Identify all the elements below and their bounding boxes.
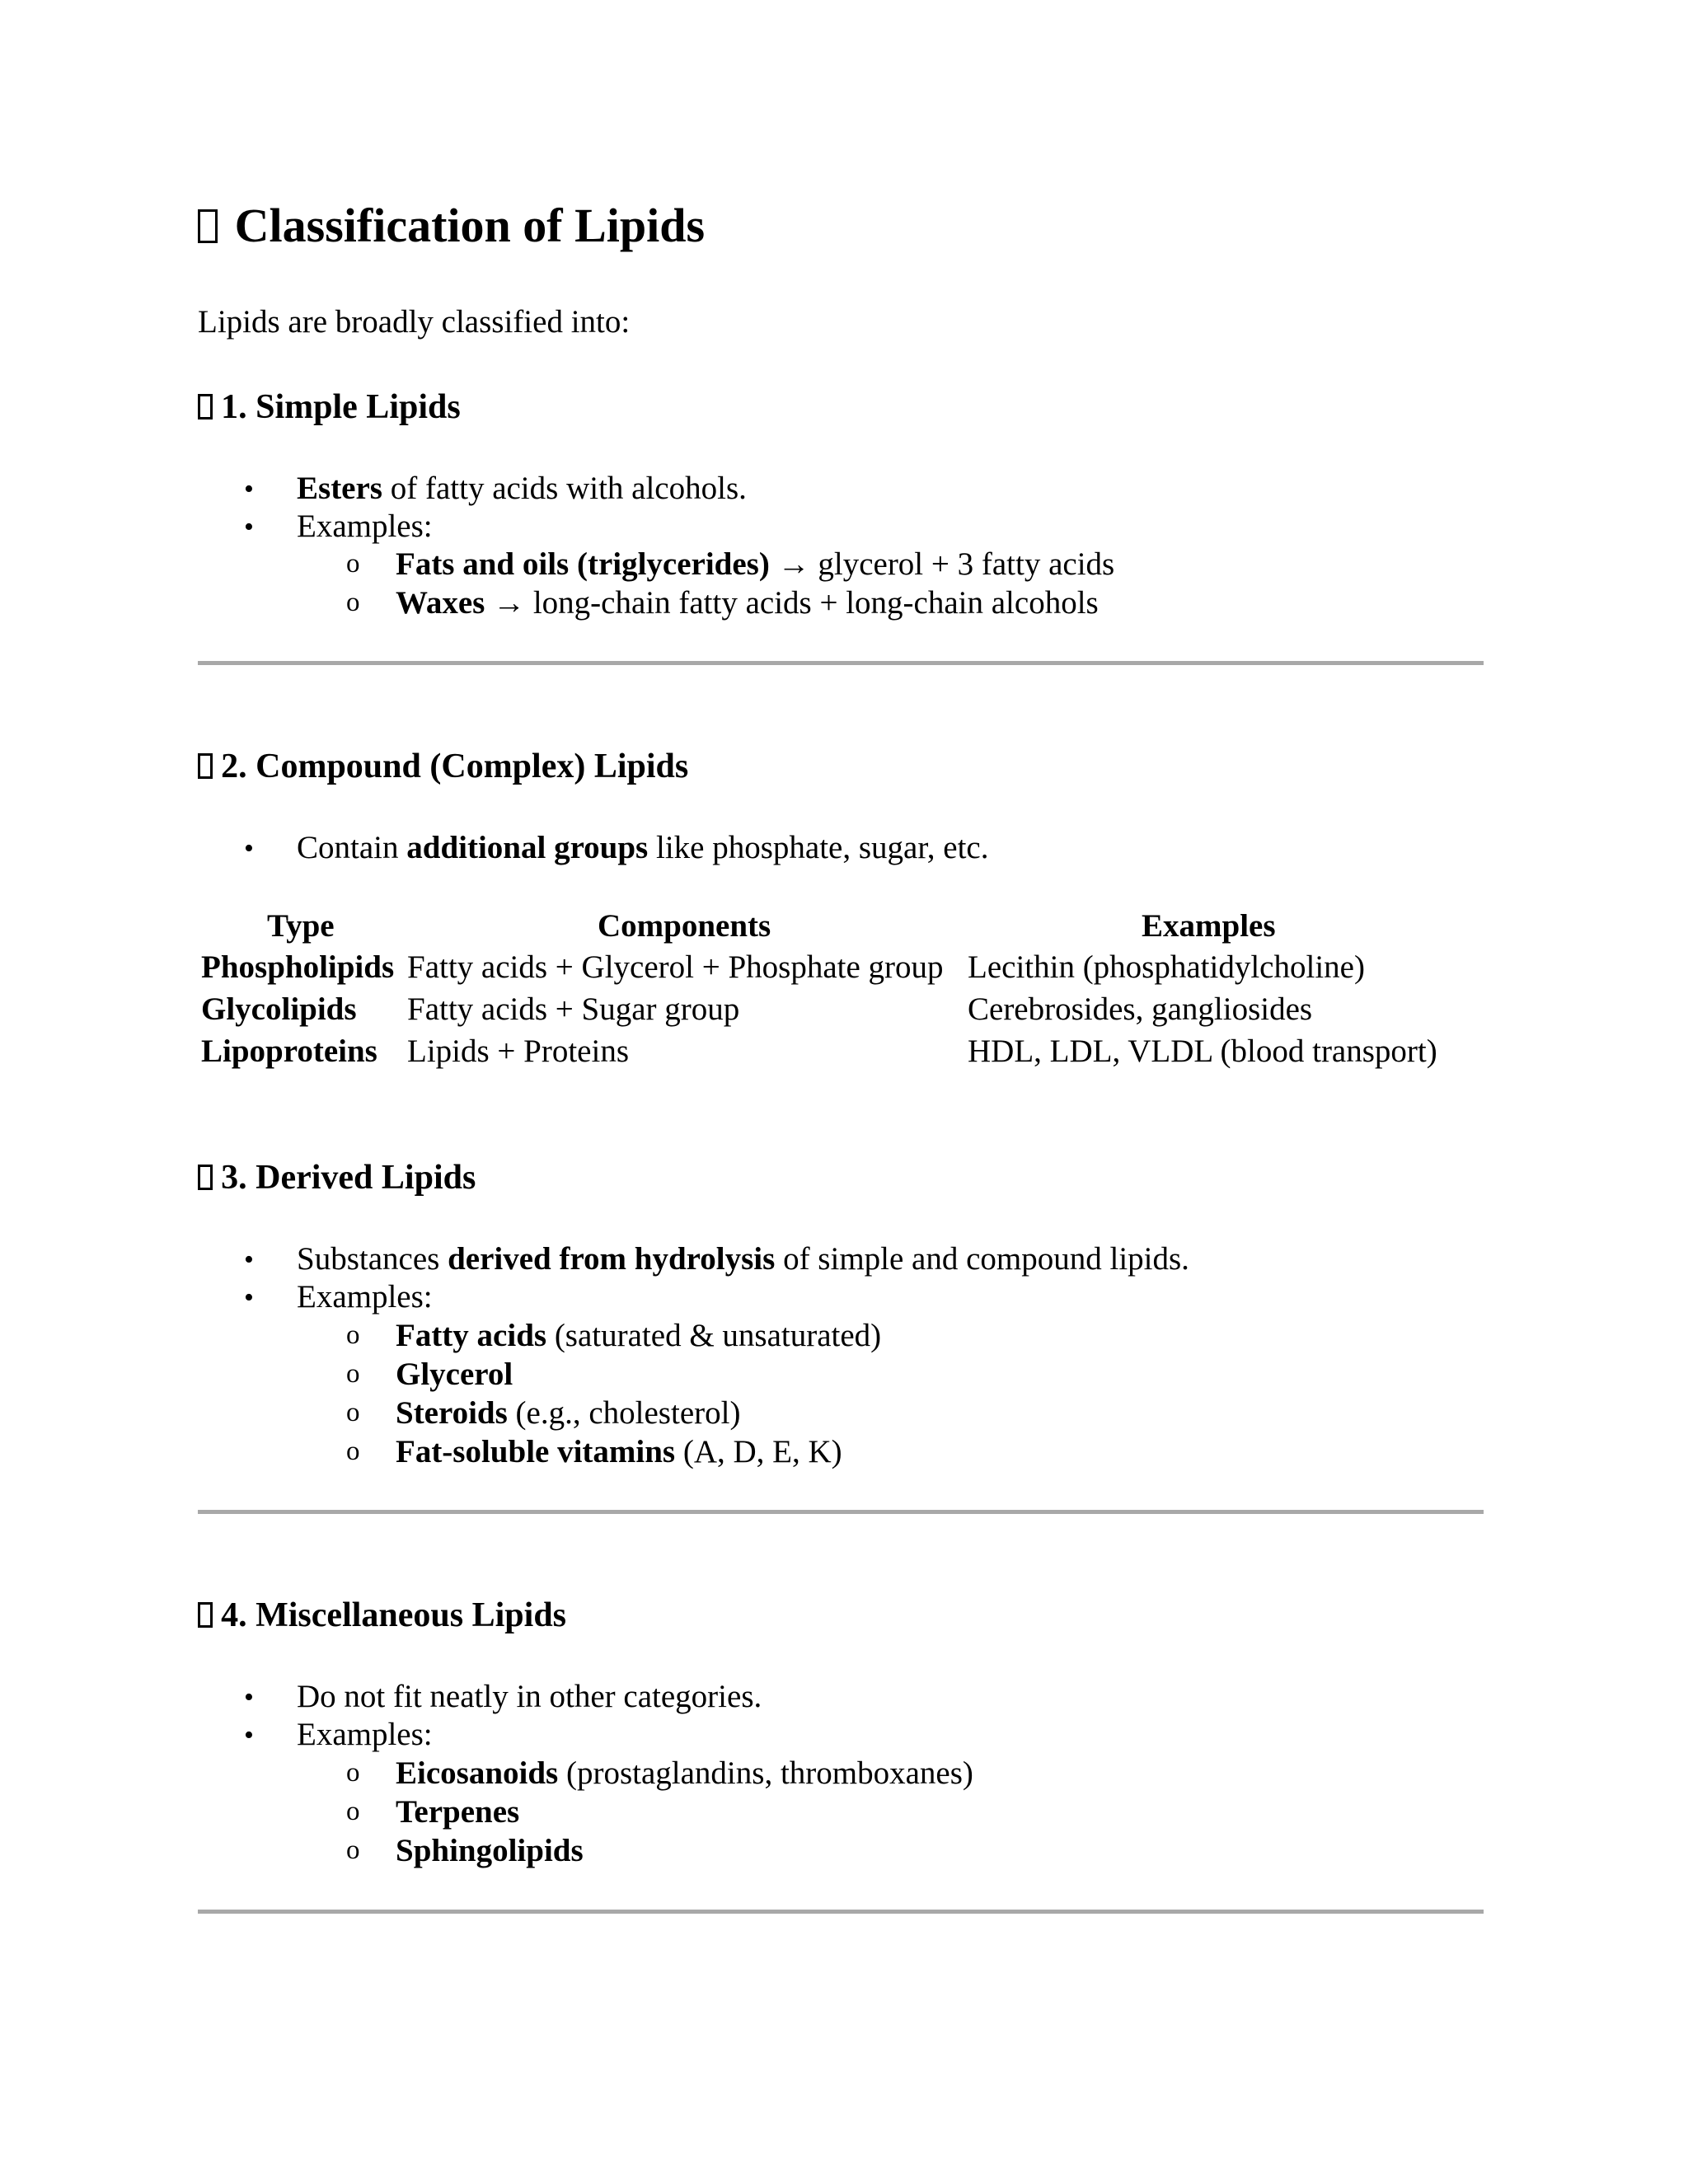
table-cell: Glycolipids <box>201 991 357 1027</box>
list-item: Substances derived from hydrolysis of simple and compound lipids. <box>297 1241 1189 1277</box>
missing-glyph-icon <box>198 1602 213 1627</box>
horizontal-rule <box>198 661 1484 665</box>
subbullet-marker: o <box>346 588 360 617</box>
list-item: Waxes → long-chain fatty acids + long-chain alcohols <box>396 585 1099 621</box>
page-title: Classification of Lipids <box>198 202 705 250</box>
bullet-marker: • <box>244 1720 254 1750</box>
table-cell: Lipids + Proteins <box>407 1033 630 1069</box>
list-item: Esters of fatty acids with alcohols. <box>297 471 747 506</box>
missing-glyph-icon <box>198 394 213 419</box>
section-heading-miscellaneous-lipids: 4. Miscellaneous Lipids <box>198 1598 566 1633</box>
subbullet-marker: o <box>346 1398 360 1427</box>
list-item: Eicosanoids (prostaglandins, thromboxanes) <box>396 1755 973 1791</box>
intro-text: Lipids are broadly classified into: <box>198 304 631 340</box>
bullet-marker: • <box>244 512 254 542</box>
missing-glyph-icon <box>198 209 218 244</box>
list-item: Examples: <box>297 1717 433 1752</box>
section-heading-simple-lipids: 1. Simple Lipids <box>198 390 461 424</box>
list-item: Fat-soluble vitamins (A, D, E, K) <box>396 1434 842 1469</box>
table-header-type: Type <box>267 908 335 944</box>
table-cell: Cerebrosides, gangliosides <box>968 991 1313 1027</box>
table-header-components: Components <box>598 908 771 944</box>
subbullet-marker: o <box>346 1436 360 1466</box>
table-cell: Lipoproteins <box>201 1033 377 1069</box>
bullet-marker: • <box>244 833 254 864</box>
list-item: Examples: <box>297 1279 433 1315</box>
subbullet-marker: o <box>346 549 360 579</box>
table-header-examples: Examples <box>1142 908 1276 944</box>
subbullet-marker: o <box>346 1320 360 1350</box>
table-cell: Fatty acids + Glycerol + Phosphate group <box>407 949 944 985</box>
list-item: Contain additional groups like phosphate, sugar, etc. <box>297 830 989 865</box>
bullet-marker: • <box>244 1244 254 1275</box>
bullet-marker: • <box>244 1682 254 1713</box>
bullet-marker: • <box>244 474 254 504</box>
subbullet-marker: o <box>346 1359 360 1389</box>
subbullet-marker: o <box>346 1758 360 1788</box>
table-cell: HDL, LDL, VLDL (blood transport) <box>968 1033 1437 1069</box>
list-item: Glycerol <box>396 1357 513 1392</box>
list-item: Terpenes <box>396 1794 520 1830</box>
subbullet-marker: o <box>346 1835 360 1865</box>
section-heading-derived-lipids: 3. Derived Lipids <box>198 1160 476 1195</box>
bullet-marker: • <box>244 1282 254 1313</box>
missing-glyph-icon <box>198 753 213 778</box>
list-item: Fatty acids (saturated & unsaturated) <box>396 1318 882 1353</box>
table-cell: Phospholipids <box>201 949 395 985</box>
table-cell: Lecithin (phosphatidylcholine) <box>968 949 1365 985</box>
section-heading-compound-lipids: 2. Compound (Complex) Lipids <box>198 749 688 784</box>
horizontal-rule <box>198 1910 1484 1914</box>
list-item: Fats and oils (triglycerides) → glycerol + 3 fatty acids <box>396 546 1115 582</box>
table-cell: Fatty acids + Sugar group <box>407 991 740 1027</box>
subbullet-marker: o <box>346 1797 360 1826</box>
list-item: Steroids (e.g., cholesterol) <box>396 1395 741 1431</box>
list-item: Examples: <box>297 509 433 544</box>
missing-glyph-icon <box>198 1165 213 1189</box>
list-item: Sphingolipids <box>396 1833 584 1868</box>
list-item: Do not fit neatly in other categories. <box>297 1679 762 1714</box>
horizontal-rule <box>198 1510 1484 1514</box>
